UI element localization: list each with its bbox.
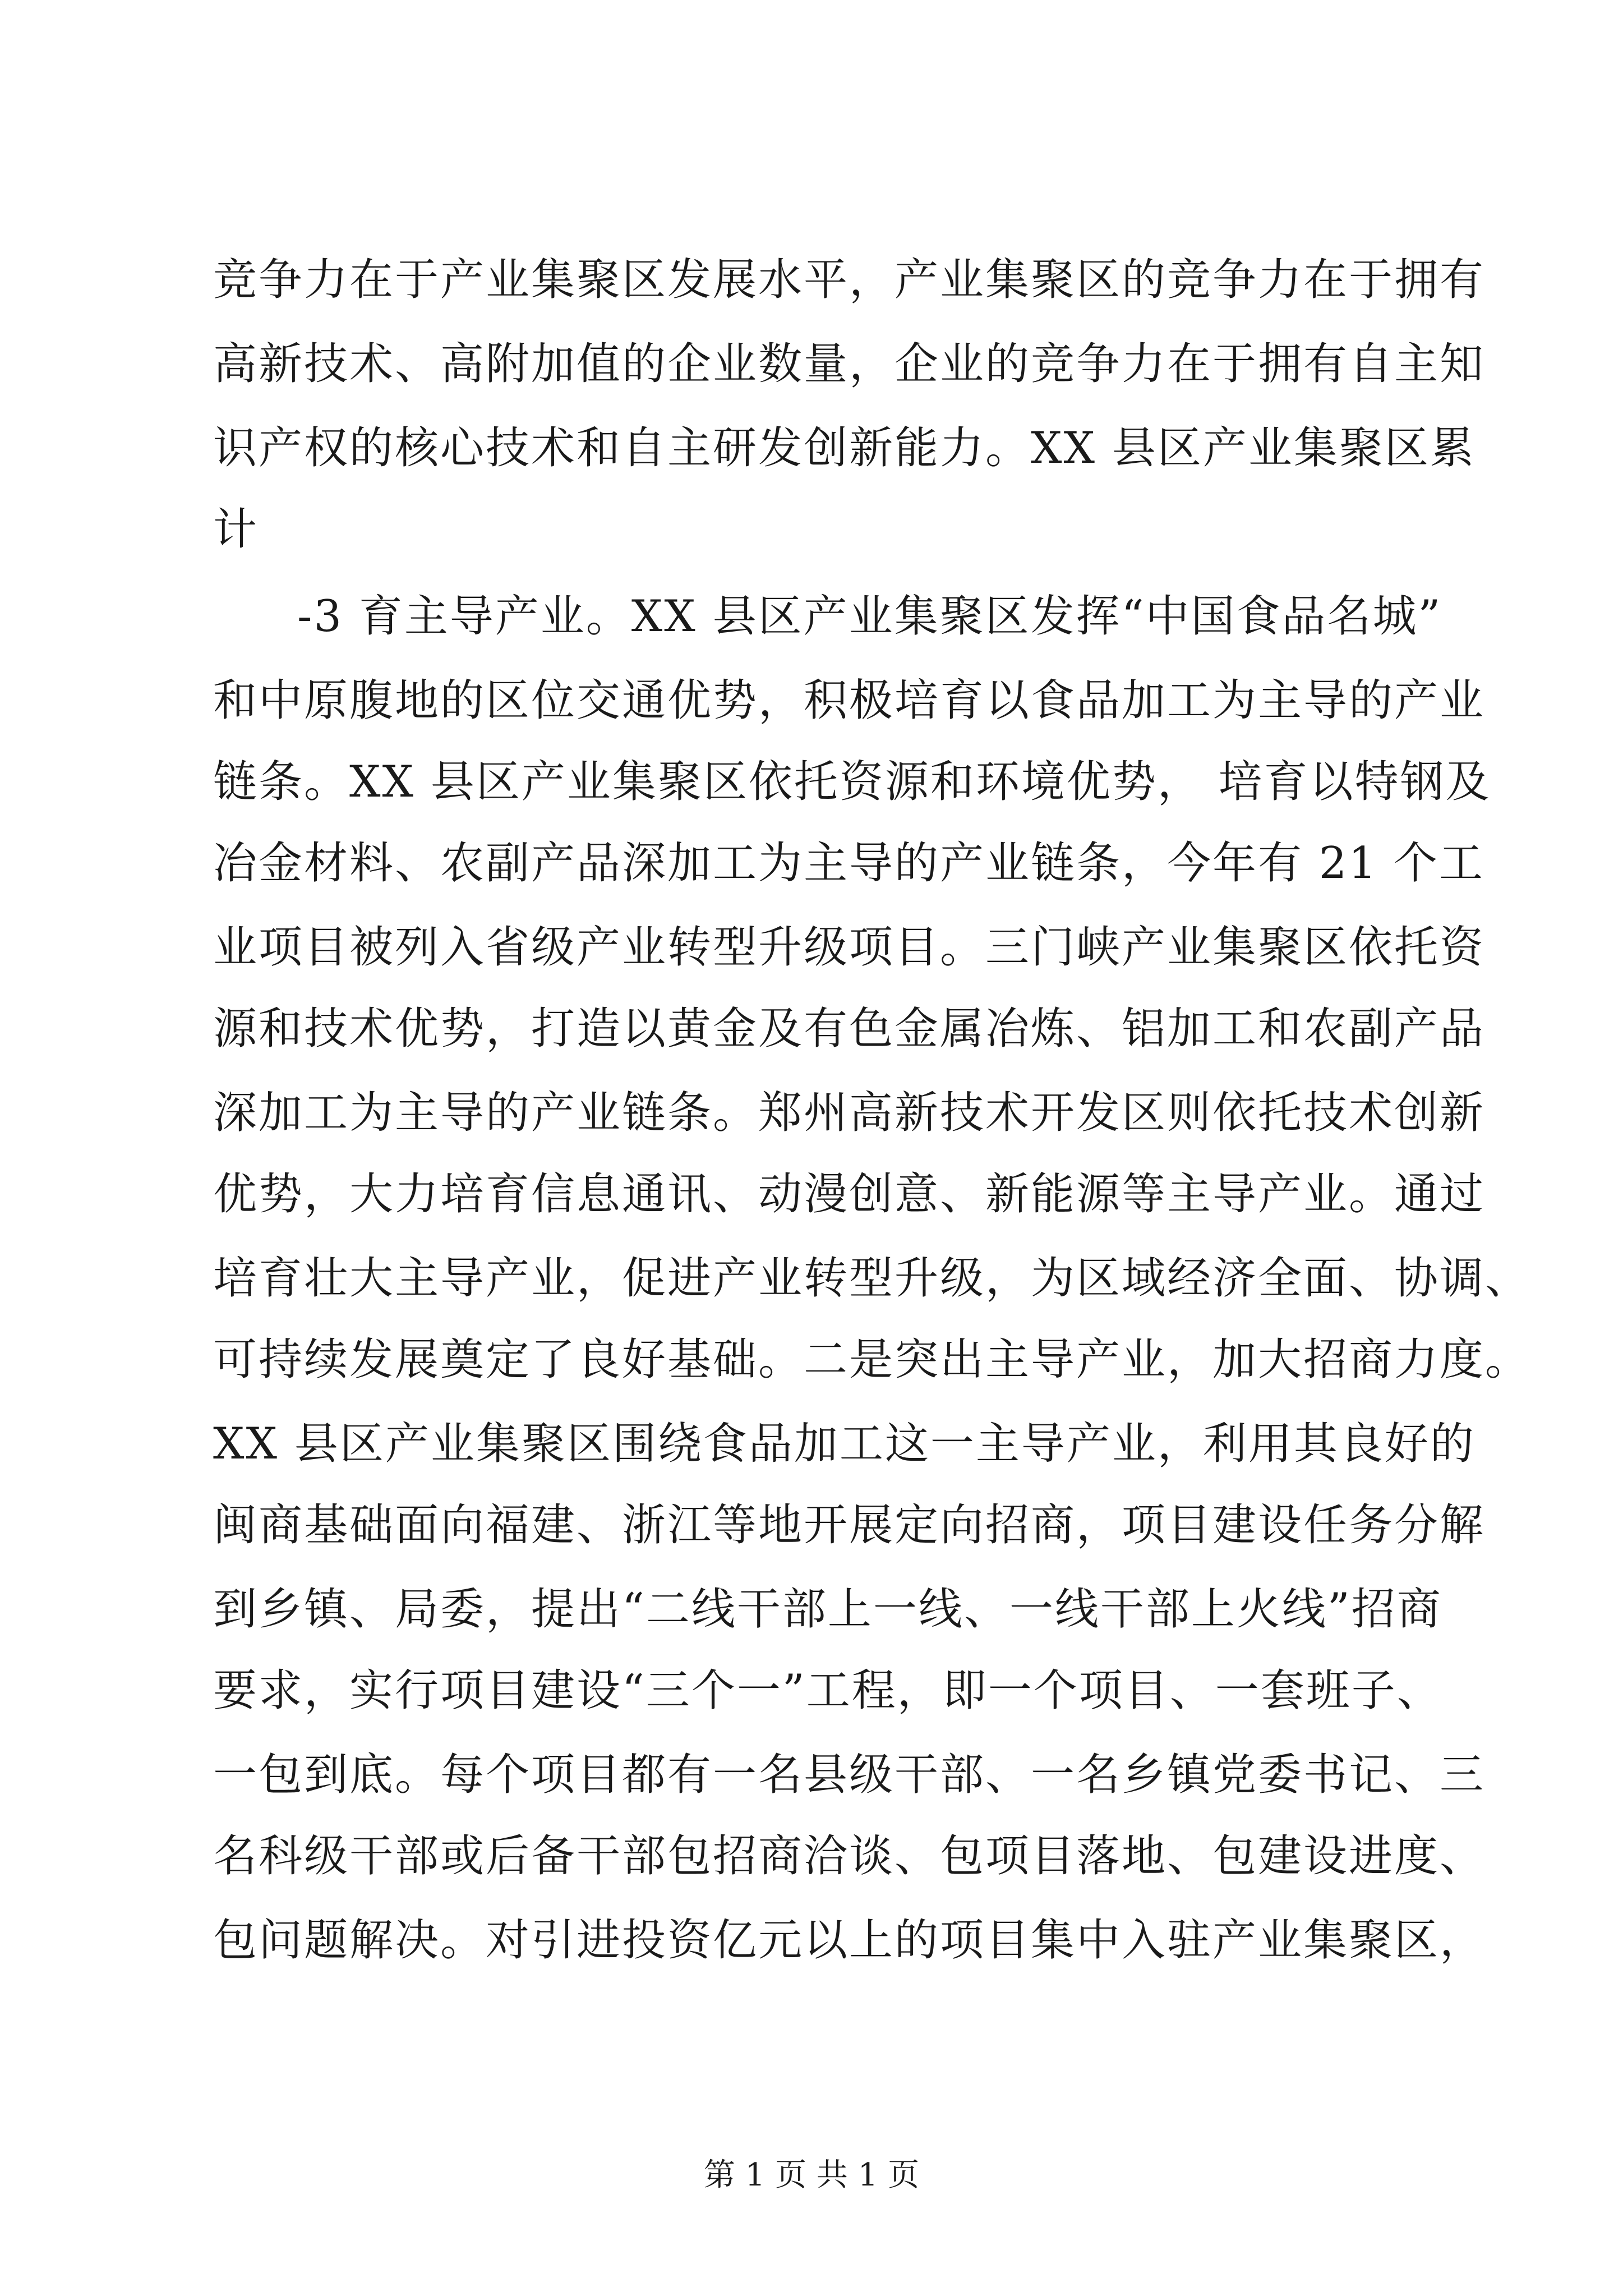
- body-line: 冶金材料、农副产品深加工为主导的产业链条，今年有 21 个工: [213, 838, 1484, 889]
- body-line: 名科级干部或后备干部包招商洽谈、包项目落地、包建设进度、: [213, 1831, 1486, 1881]
- body-line: 深加工为主导的产业链条。郑州高新技术开发区则依托技术创新: [213, 1088, 1486, 1138]
- body-line: 高新技术、高附加值的企业数量，企业的竞争力在于拥有自主知: [213, 339, 1486, 389]
- body-line: 要求，实行项目建设“三个一”工程，即一个项目、一套班子、: [213, 1665, 1442, 1716]
- body-line: 到乡镇、局委，提出“二线干部上一线、一线干部上火线”招商: [213, 1584, 1442, 1635]
- body-line: 源和技术优势，打造以黄金及有色金属冶炼、铝加工和农副产品: [213, 1004, 1486, 1054]
- body-line: 可持续发展奠定了良好基础。二是突出主导产业，加大招商力度。: [213, 1335, 1531, 1385]
- body-line: 业项目被列入省级产业转型升级项目。三门峡产业集聚区依托资: [213, 922, 1486, 973]
- paragraph-first-line: -3 育主导产业。XX 县区产业集聚区发挥“中国食品名城”: [297, 591, 1442, 642]
- body-line: 优势，大力培育信息通讯、动漫创意、新能源等主导产业。通过: [213, 1169, 1486, 1220]
- body-line: XX 县区产业集聚区围绕食品加工这一主导产业，利用其良好的: [213, 1419, 1476, 1469]
- body-line: 包问题解决。对引进投资亿元以上的项目集中入驻产业集聚区，: [213, 1915, 1486, 1966]
- body-line: 培育壮大主导产业，促进产业转型升级，为区域经济全面、协调、: [213, 1253, 1531, 1304]
- page-footer: 第 1 页 共 1 页: [703, 2157, 920, 2193]
- body-line: 闽商基础面向福建、浙江等地开展定向招商，项目建设任务分解: [213, 1500, 1486, 1550]
- body-line: 链条。XX 县区产业集聚区依托资源和环境优势， 培育以特钢及: [213, 757, 1491, 807]
- body-line: 计: [213, 504, 259, 555]
- body-line: 一包到底。每个项目都有一名县级干部、一名乡镇党委书记、三: [213, 1750, 1486, 1800]
- body-line: 和中原腹地的区位交通优势，积极培育以食品加工为主导的产业: [213, 675, 1486, 726]
- body-line: 竞争力在于产业集聚区发展水平，产业集聚区的竞争力在于拥有: [213, 255, 1486, 305]
- body-line: 识产权的核心技术和自主研发创新能力。XX 县区产业集聚区累: [213, 423, 1476, 473]
